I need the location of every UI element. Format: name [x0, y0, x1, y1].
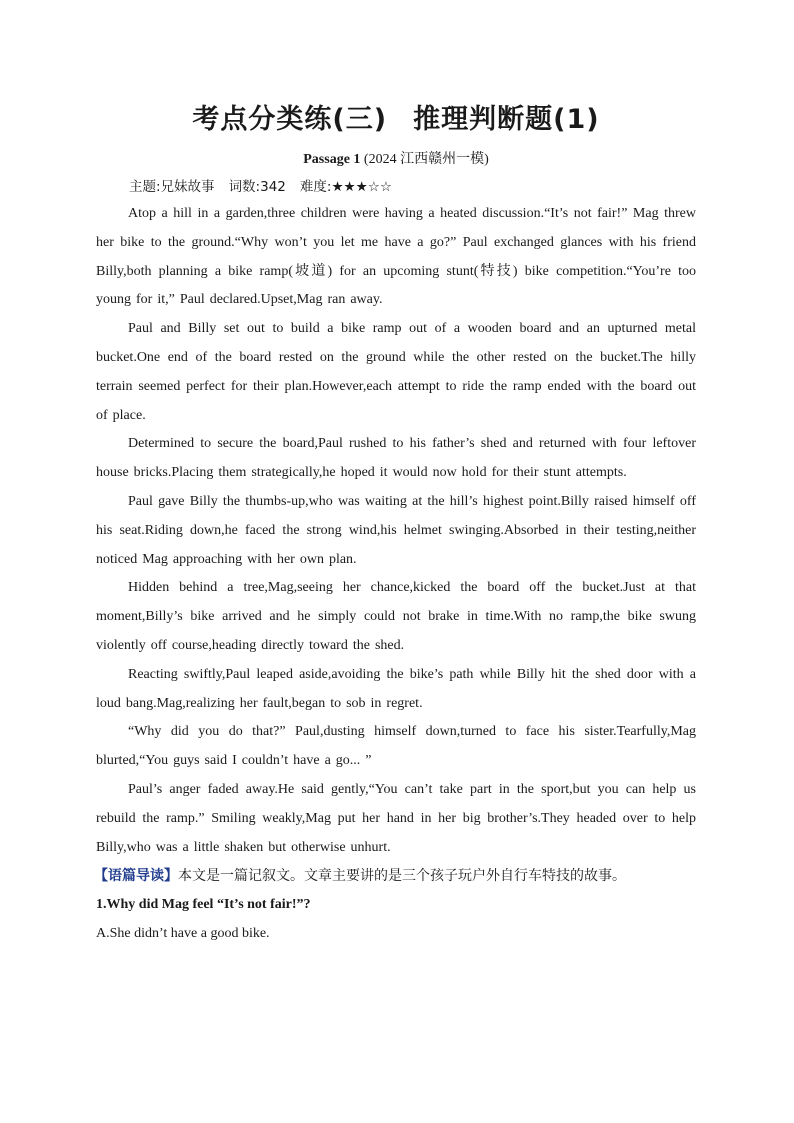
reading-guide-text: 本文是一篇记叙文。文章主要讲的是三个孩子玩户外自行车特技的故事。: [178, 868, 626, 885]
paragraph: Paul’s anger faded away.He said gently,“You can’t take part in the sport,but you can help us rebuild the ramp.” Smiling weakly,Mag put her hand in her big brother’s.They headed over to help Billy,who was a little shaken but otherwise unhurt.: [96, 781, 696, 855]
question-block: [96, 891, 696, 949]
document-page: [96, 100, 696, 949]
paragraph: Determined to secure the board,Paul rushed to his father’s shed and returned with four leftover house bricks.Placing them strategically,he hoped it would now hold for their stunt attempts.: [96, 436, 696, 481]
paragraph: Reacting swiftly,Paul leaped aside,avoiding the bike’s path while Billy hit the shed door with a loud bang.Mag,realizing her fault,began to sob in regret.: [96, 666, 696, 711]
title-part1: 考点分类练(三): [192, 104, 388, 135]
paragraph: “Why did you do that?” Paul,dusting himself down,turned to face his sister.Tearfully,Mag blurted,“You guys said I couldn’t have a go... ”: [96, 724, 696, 769]
paragraph: Paul and Billy set out to build a bike ramp out of a wooden board and an upturned metal bucket.One end of the board rested on the ground while the other rested on the bucket.The hilly terrain seemed perfect for their plan.However,each attempt to ride the ramp ended with the board out of place.: [96, 321, 696, 423]
question-option: A.She didn’t have a good bike.: [96, 925, 270, 941]
passage-heading: [96, 150, 696, 170]
meta-topic: 主题:兄妹故事: [129, 179, 215, 195]
passage-body: [96, 200, 696, 862]
title-part2: 推理判断题(1): [413, 104, 600, 135]
meta-difficulty: 难度:★★★☆☆: [299, 179, 392, 195]
paragraph: Paul gave Billy the thumbs-up,who was waiting at the hill’s highest point.Billy raised himself off his seat.Riding down,he faced the strong wind,his helmet swinging.Absorbed in their testing,neither noticed Mag approaching with her own plan.: [96, 493, 696, 567]
reading-guide-tag: 【语篇导读】: [94, 868, 178, 885]
reading-guide: [94, 862, 696, 891]
paragraph: Hidden behind a tree,Mag,seeing her chance,kicked the board off the bucket.Just at that moment,Billy’s bike arrived and he simply could not brake in time.With no ramp,the bike swung violently off course,heading directly toward the shed.: [96, 580, 696, 653]
paragraph: Atop a hill in a garden,three children were having a heated discussion.“It’s not fair!” Mag threw her bike to the ground.“Why won’t you let me have a go?” Paul exchanged glances with his friend Billy,both planning a bike ramp(坡道) for an upcoming stunt(特技) bike competition.“You’re too young for it,” Paul declared.Upset,Mag ran away.: [96, 206, 696, 308]
question-stem: 1.Why did Mag feel “It’s not fair!”?: [96, 897, 311, 913]
passage-meta: [96, 174, 696, 200]
meta-word-count: 词数:342: [228, 179, 286, 195]
passage-source: (2024 江西赣州一模): [363, 152, 489, 167]
passage-name: Passage 1: [303, 152, 361, 167]
page-title: [96, 100, 696, 140]
